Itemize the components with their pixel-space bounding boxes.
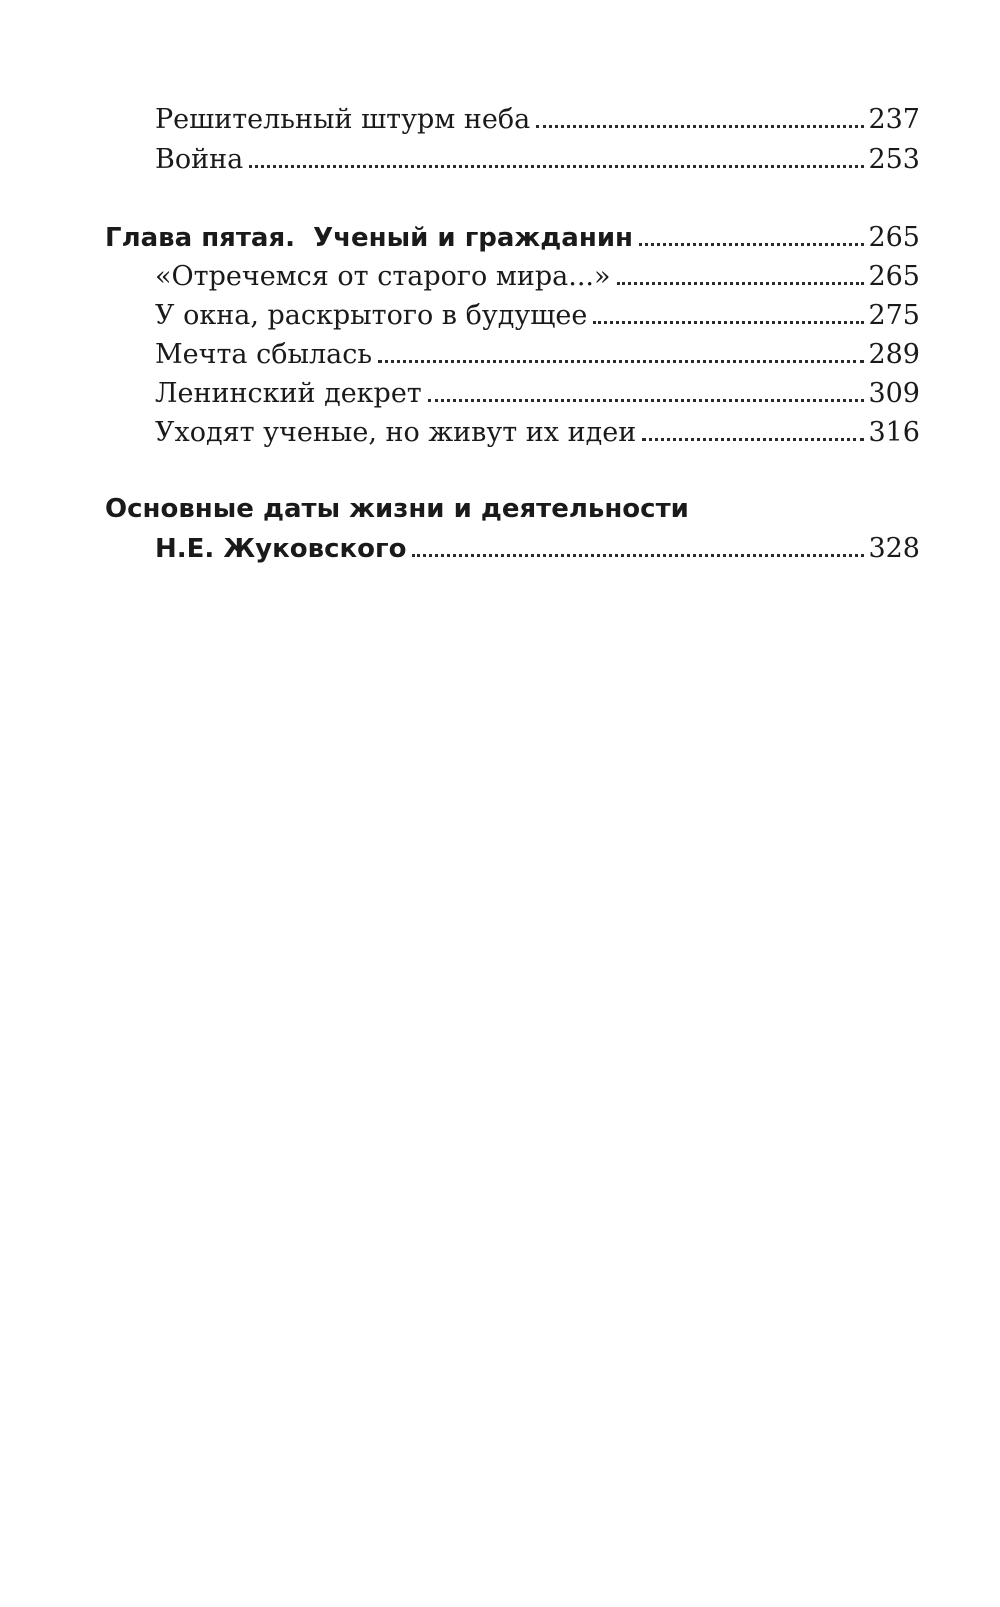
dot-leader xyxy=(593,321,864,324)
dot-leader xyxy=(536,125,864,128)
toc-appendix-title-line1: Основные даты жизни и деятельности xyxy=(105,494,689,524)
toc-entry-page: 289 xyxy=(868,339,920,370)
toc-entry xyxy=(155,140,920,180)
dot-leader xyxy=(428,399,865,402)
toc-entry xyxy=(155,257,920,297)
toc-entry-page: 309 xyxy=(868,378,920,409)
toc-entry xyxy=(155,374,920,414)
toc-entry-page: 275 xyxy=(868,300,920,331)
toc-entry-title: Мечта сбылась xyxy=(155,339,373,370)
toc-entry-page: 316 xyxy=(868,417,920,448)
dot-leader xyxy=(642,438,864,441)
dot-leader xyxy=(412,554,864,557)
toc-entry-title: Ленинский декрет xyxy=(155,378,422,409)
toc-entry-title: Уходят ученые, но живут их идеи xyxy=(155,417,637,448)
toc-chapter-title: Глава пятая. Ученый и гражданин xyxy=(105,223,633,253)
toc-entry-title: Решительный штурм неба xyxy=(155,104,531,135)
toc-appendix-entry xyxy=(155,529,920,569)
dot-leader xyxy=(378,360,864,363)
toc-entry-page: 237 xyxy=(868,104,920,135)
toc-entry-title: У окна, раскрытого в будущее xyxy=(155,300,588,331)
toc-entry-page: 265 xyxy=(868,261,920,292)
toc-entry-title: «Отречемся от старого мира...» xyxy=(155,261,611,292)
toc-entry xyxy=(155,335,920,375)
toc-entry xyxy=(155,296,920,336)
toc-appendix-title-line2: Н.Е. Жуковского xyxy=(155,534,407,564)
dot-leader xyxy=(249,165,864,168)
toc-entry-title: Война xyxy=(155,144,244,175)
toc-entry-page: 328 xyxy=(868,533,920,564)
dot-leader xyxy=(617,282,865,285)
toc-entry xyxy=(155,413,920,453)
dot-leader xyxy=(639,243,864,246)
toc-entry xyxy=(155,100,920,140)
toc-entry-page: 265 xyxy=(868,222,920,253)
toc-chapter-heading xyxy=(105,218,920,258)
toc-entry-page: 253 xyxy=(868,144,920,175)
